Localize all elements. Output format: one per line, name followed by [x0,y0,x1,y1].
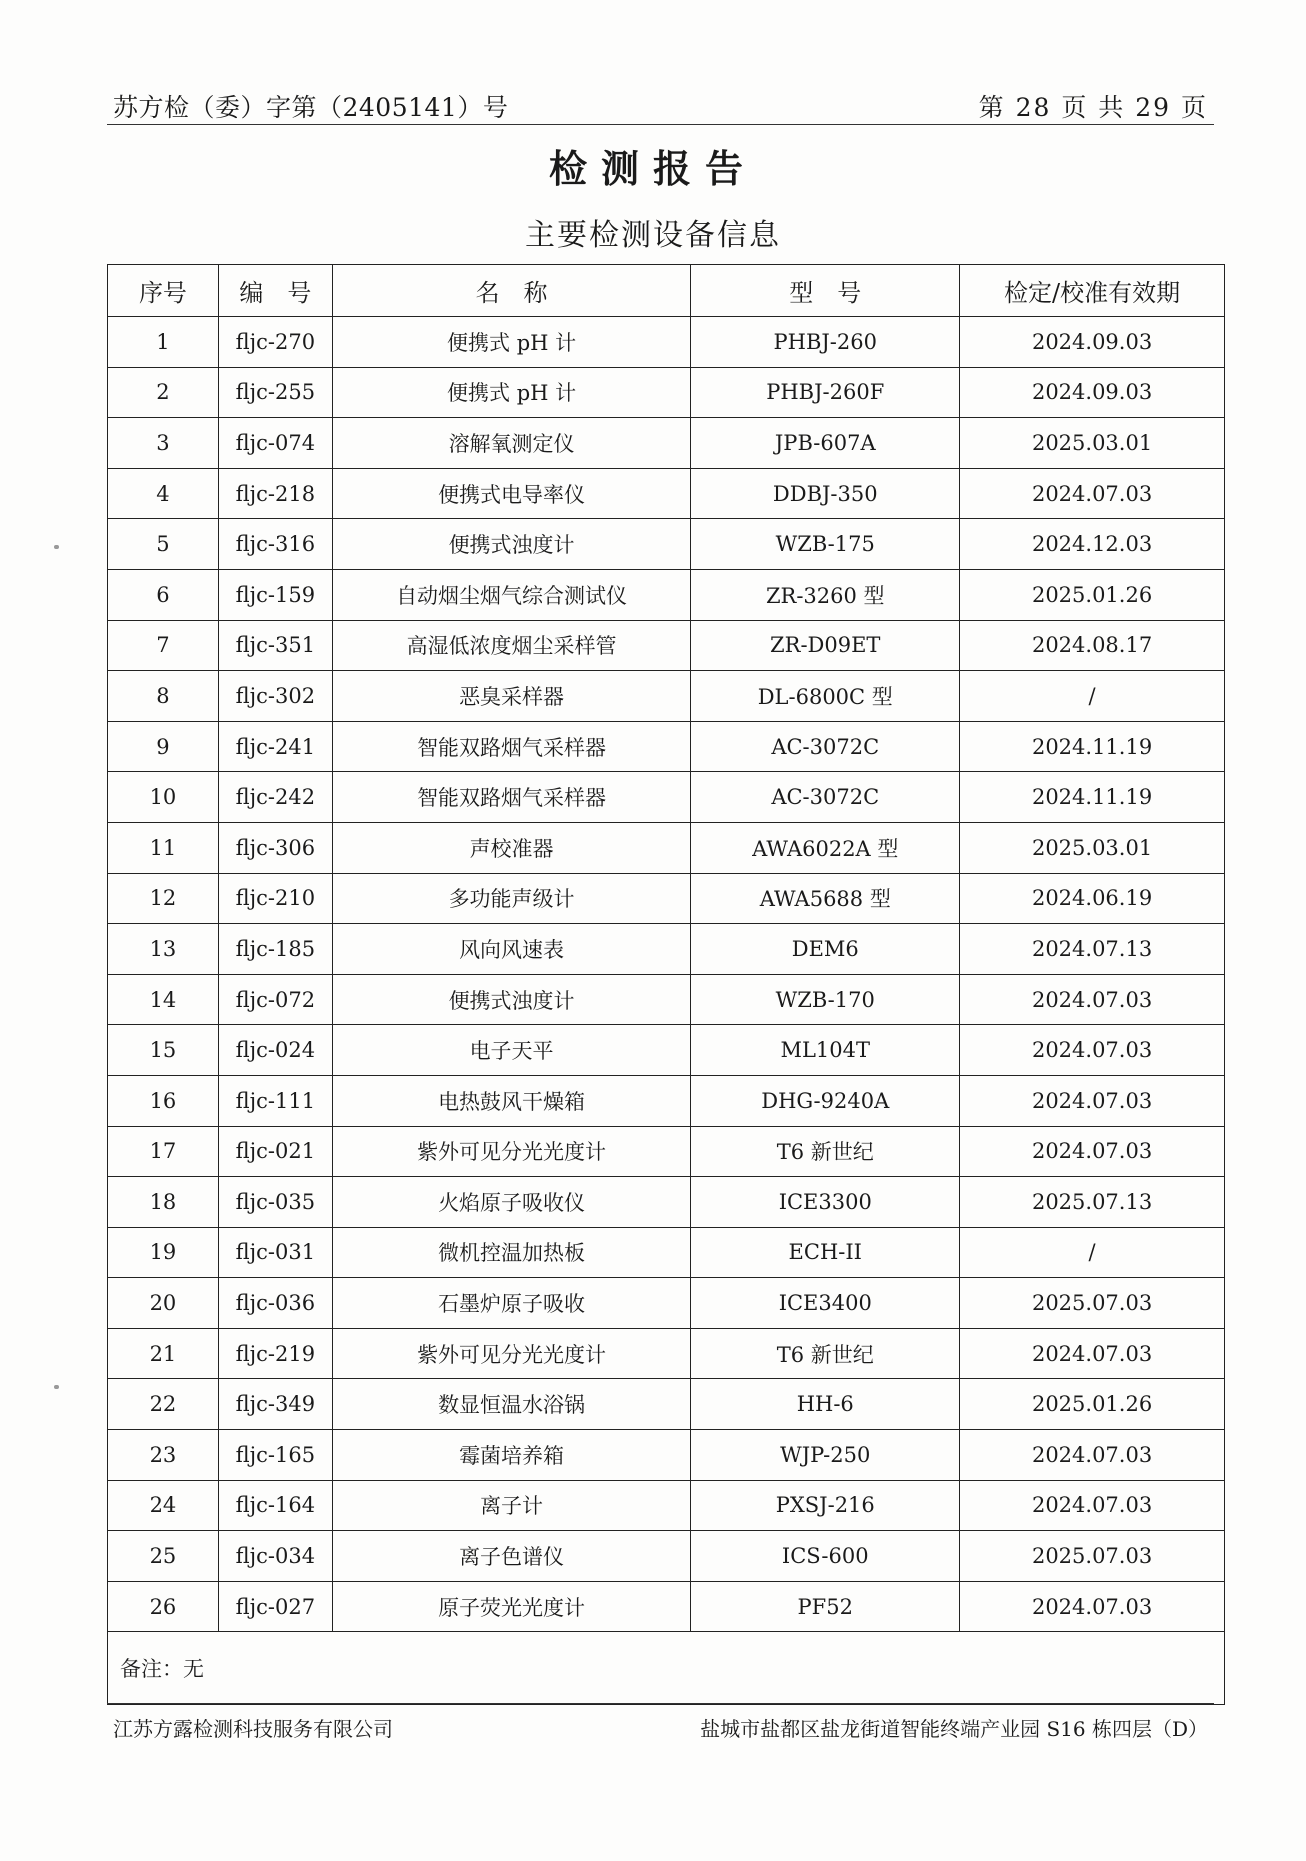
cell-code: fljc-021 [218,1126,332,1177]
table-row [108,1328,1225,1379]
cell-index: 6 [108,569,219,620]
table-row [108,924,1225,975]
cell-model: WZB-170 [691,974,960,1025]
cell-validity: 2024.07.03 [960,1430,1225,1481]
cell-index: 16 [108,1075,219,1126]
table-row [108,1531,1225,1582]
table-row [108,671,1225,722]
cell-model: DDBJ-350 [691,468,960,519]
header-divider [107,124,1214,125]
footer-company: 江苏方露检测科技服务有限公司 [113,1717,393,1741]
cell-index: 22 [108,1379,219,1430]
cell-model: T6 新世纪 [691,1126,960,1177]
cell-name: 火焰原子吸收仪 [332,1177,691,1228]
cell-code: fljc-031 [218,1227,332,1278]
cell-model: JPB-607A [691,418,960,469]
cell-index: 20 [108,1278,219,1329]
cell-code: fljc-027 [218,1581,332,1632]
report-subtitle: 主要检测设备信息 [525,218,781,253]
cell-model: AWA5688 型 [691,873,960,924]
cell-validity: 2025.01.26 [960,1379,1225,1430]
cell-index: 5 [108,519,219,570]
cell-model: ICE3300 [691,1177,960,1228]
cell-name: 电子天平 [332,1025,691,1076]
cell-code: fljc-159 [218,569,332,620]
cell-validity: 2025.03.01 [960,822,1225,873]
cell-model: AWA6022A 型 [691,822,960,873]
cell-index: 17 [108,1126,219,1177]
cell-code: fljc-351 [218,620,332,671]
cell-code: fljc-316 [218,519,332,570]
cell-code: fljc-035 [218,1177,332,1228]
cell-validity: 2024.12.03 [960,519,1225,570]
cell-validity: 2025.07.13 [960,1177,1225,1228]
cell-validity: 2024.06.19 [960,873,1225,924]
table-row [108,721,1225,772]
cell-model: ZR-3260 型 [691,569,960,620]
cell-index: 2 [108,367,219,418]
cell-name: 便携式浊度计 [332,519,691,570]
table-row [108,569,1225,620]
cell-validity: 2024.09.03 [960,367,1225,418]
table-row [108,1430,1225,1481]
cell-model: ICS-600 [691,1531,960,1582]
cell-name: 霉菌培养箱 [332,1430,691,1481]
cell-code: fljc-072 [218,974,332,1025]
cell-code: fljc-242 [218,772,332,823]
cell-code: fljc-210 [218,873,332,924]
cell-name: 电热鼓风干燥箱 [332,1075,691,1126]
report-title: 检测报告 [548,146,757,191]
cell-validity: 2025.03.01 [960,418,1225,469]
cell-validity: 2024.11.19 [960,721,1225,772]
cell-name: 溶解氧测定仪 [332,418,691,469]
table-row [108,1379,1225,1430]
cell-code: fljc-218 [218,468,332,519]
col-header-validity: 检定/校准有效期 [960,265,1225,317]
cell-validity: 2024.07.03 [960,1328,1225,1379]
cell-index: 25 [108,1531,219,1582]
cell-code: fljc-034 [218,1531,332,1582]
cell-validity: 2025.01.26 [960,569,1225,620]
remark-row [108,1632,1225,1705]
table-row [108,1227,1225,1278]
cell-validity: 2024.07.03 [960,1480,1225,1531]
cell-code: fljc-219 [218,1328,332,1379]
cell-model: ML104T [691,1025,960,1076]
cell-index: 26 [108,1581,219,1632]
table-row [108,1581,1225,1632]
scan-speck [54,545,59,549]
cell-name: 风向风速表 [332,924,691,975]
cell-validity: 2024.07.03 [960,974,1225,1025]
cell-model: AC-3072C [691,721,960,772]
cell-index: 21 [108,1328,219,1379]
cell-name: 微机控温加热板 [332,1227,691,1278]
cell-index: 4 [108,468,219,519]
cell-index: 12 [108,873,219,924]
cell-validity: 2024.08.17 [960,620,1225,671]
cell-model: HH-6 [691,1379,960,1430]
cell-name: 离子色谱仪 [332,1531,691,1582]
cell-code: fljc-306 [218,822,332,873]
table-row [108,1126,1225,1177]
cell-name: 原子荧光光度计 [332,1581,691,1632]
cell-index: 15 [108,1025,219,1076]
cell-model: PF52 [691,1581,960,1632]
cell-model: PHBJ-260 [691,317,960,368]
cell-validity: 2025.07.03 [960,1278,1225,1329]
cell-validity: / [960,671,1225,722]
table-header-row [108,265,1225,317]
cell-model: WZB-175 [691,519,960,570]
cell-name: 离子计 [332,1480,691,1531]
cell-index: 9 [108,721,219,772]
footer-address: 盐城市盐都区盐龙街道智能终端产业园 S16 栋四层（D） [700,1717,1208,1741]
cell-code: fljc-349 [218,1379,332,1430]
cell-index: 11 [108,822,219,873]
cell-name: 自动烟尘烟气综合测试仪 [332,569,691,620]
cell-name: 恶臭采样器 [332,671,691,722]
cell-index: 8 [108,671,219,722]
cell-model: DHG-9240A [691,1075,960,1126]
cell-code: fljc-241 [218,721,332,772]
cell-index: 10 [108,772,219,823]
table-row [108,317,1225,368]
cell-index: 19 [108,1227,219,1278]
cell-name: 便携式 pH 计 [332,317,691,368]
cell-index: 7 [108,620,219,671]
table-row [108,1480,1225,1531]
table-row [108,822,1225,873]
cell-model: WJP-250 [691,1430,960,1481]
cell-model: T6 新世纪 [691,1328,960,1379]
table-row [108,620,1225,671]
page-indicator: 第 28 页 共 29 页 [978,93,1208,122]
cell-model: ZR-D09ET [691,620,960,671]
col-header-model: 型 号 [691,265,960,317]
cell-code: fljc-302 [218,671,332,722]
cell-index: 24 [108,1480,219,1531]
cell-name: 便携式电导率仪 [332,468,691,519]
cell-validity: 2025.07.03 [960,1531,1225,1582]
table-row [108,772,1225,823]
cell-model: PHBJ-260F [691,367,960,418]
cell-validity: 2024.07.13 [960,924,1225,975]
cell-validity: / [960,1227,1225,1278]
table-body [108,317,1225,1632]
remark-cell: 备注：无 [108,1632,1225,1705]
cell-model: ICE3400 [691,1278,960,1329]
table-row [108,519,1225,570]
table-row [108,468,1225,519]
cell-validity: 2024.07.03 [960,468,1225,519]
cell-name: 紫外可见分光光度计 [332,1126,691,1177]
cell-model: ECH-II [691,1227,960,1278]
cell-model: PXSJ-216 [691,1480,960,1531]
col-header-code: 编 号 [218,265,332,317]
cell-code: fljc-111 [218,1075,332,1126]
cell-name: 智能双路烟气采样器 [332,772,691,823]
cell-validity: 2024.07.03 [960,1075,1225,1126]
col-header-index: 序号 [108,265,219,317]
table-row [108,1278,1225,1329]
cell-model: DEM6 [691,924,960,975]
cell-index: 1 [108,317,219,368]
table-row [108,873,1225,924]
cell-validity: 2024.07.03 [960,1025,1225,1076]
table-row [108,418,1225,469]
scan-speck [54,1385,59,1389]
cell-index: 18 [108,1177,219,1228]
cell-name: 便携式浊度计 [332,974,691,1025]
cell-name: 紫外可见分光光度计 [332,1328,691,1379]
cell-validity: 2024.07.03 [960,1581,1225,1632]
cell-name: 便携式 pH 计 [332,367,691,418]
equipment-table [107,264,1225,1705]
cell-name: 高湿低浓度烟尘采样管 [332,620,691,671]
cell-name: 多功能声级计 [332,873,691,924]
cell-code: fljc-255 [218,367,332,418]
cell-name: 数显恒温水浴锅 [332,1379,691,1430]
cell-name: 声校准器 [332,822,691,873]
table-row [108,974,1225,1025]
cell-name: 石墨炉原子吸收 [332,1278,691,1329]
cell-code: fljc-036 [218,1278,332,1329]
cell-code: fljc-185 [218,924,332,975]
cell-model: DL-6800C 型 [691,671,960,722]
col-header-name: 名 称 [332,265,691,317]
doc-number: 苏方检（委）字第（2405141）号 [113,93,509,122]
cell-code: fljc-164 [218,1480,332,1531]
cell-validity: 2024.07.03 [960,1126,1225,1177]
cell-index: 23 [108,1430,219,1481]
cell-model: AC-3072C [691,772,960,823]
footer-divider [107,1703,1214,1704]
table-row [108,367,1225,418]
table-row [108,1025,1225,1076]
cell-index: 13 [108,924,219,975]
cell-index: 14 [108,974,219,1025]
cell-code: fljc-024 [218,1025,332,1076]
cell-validity: 2024.09.03 [960,317,1225,368]
table-row [108,1177,1225,1228]
cell-code: fljc-270 [218,317,332,368]
cell-index: 3 [108,418,219,469]
table-row [108,1075,1225,1126]
cell-code: fljc-074 [218,418,332,469]
cell-code: fljc-165 [218,1430,332,1481]
cell-validity: 2024.11.19 [960,772,1225,823]
cell-name: 智能双路烟气采样器 [332,721,691,772]
